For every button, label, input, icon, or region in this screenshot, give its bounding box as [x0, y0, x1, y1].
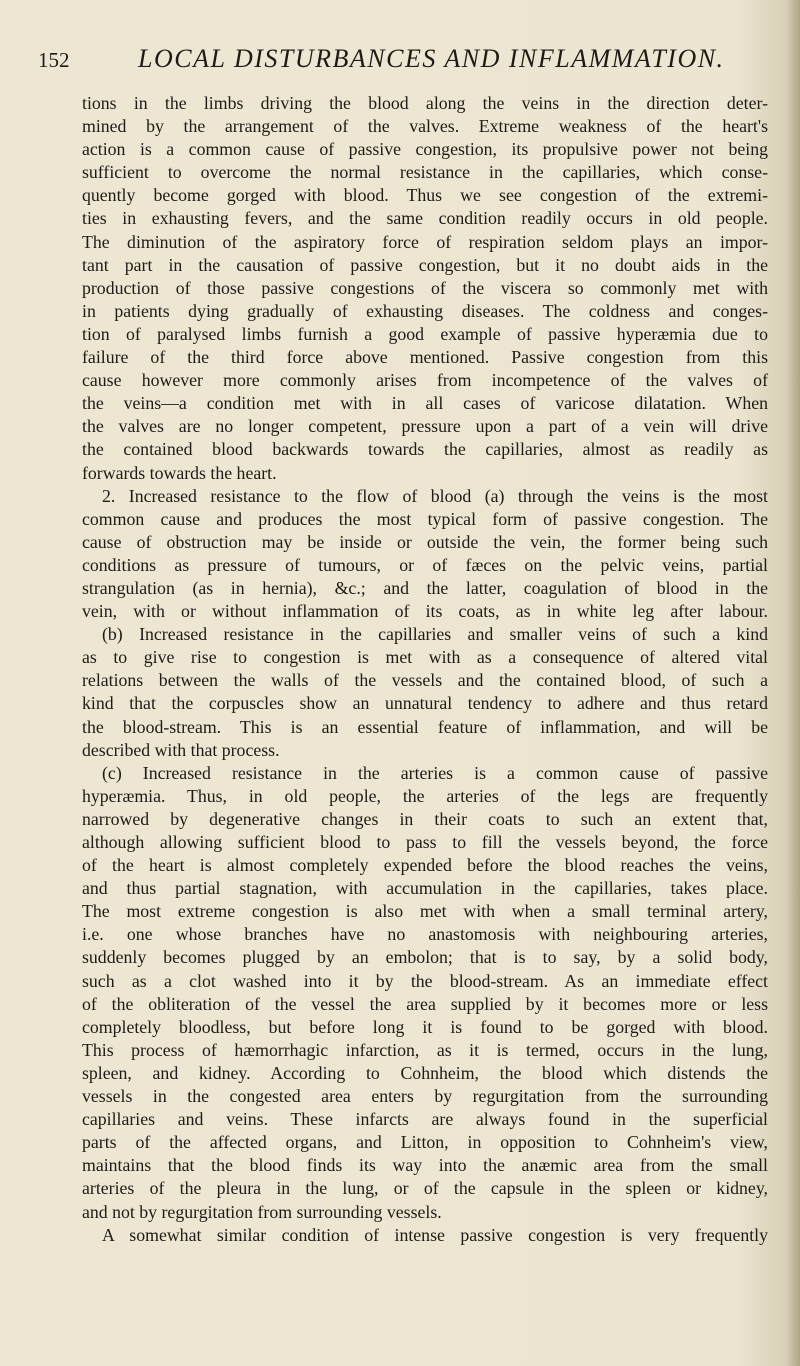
text-line: 2. Increased resistance to the flow of blood (a) through the veins is the most — [102, 485, 768, 506]
text-line: in patients dying gradually of exhausting diseases. The coldness and conges- — [82, 300, 768, 321]
text-line: spleen, and kidney. According to Cohnheim, the blood which distends the — [82, 1062, 768, 1083]
text-line: parts of the affected organs, and Litton, in opposition to Cohnheim's view, — [82, 1132, 768, 1153]
text-line: the veins—a condition met with in all cases of varicose dilatation. When — [82, 393, 768, 414]
text-line: mined by the arrangement of the valves. Extreme weakness of the heart's — [82, 116, 768, 137]
text-line: sufficient to overcome the normal resistance in the capillaries, which conse- — [82, 162, 768, 183]
text-line: tant part in the causation of passive congestion, but it no doubt aids in the — [82, 254, 768, 275]
text-line: quently become gorged with blood. Thus we see congestion of the extremi- — [82, 185, 768, 206]
text-line: tion of paralysed limbs furnish a good example of passive hyperæmia due to — [82, 323, 768, 344]
text-line: relations between the walls of the vessels and the contained blood, of such a — [82, 670, 768, 691]
text-line: A somewhat similar condition of intense passive congestion is very frequently — [102, 1224, 768, 1245]
text-line: described with that process. — [82, 739, 280, 760]
text-line: of the heart is almost completely expended before the blood reaches the veins, — [82, 855, 768, 876]
text-line: and not by regurgitation from surrounding vessels. — [82, 1201, 442, 1222]
text-line: such as a clot washed into it by the blood-stream. As an immediate effect — [82, 970, 768, 991]
text-line: the contained blood backwards towards the capillaries, almost as readily as — [82, 439, 768, 460]
text-line: the blood-stream. This is an essential feature of inflammation, and will be — [82, 716, 768, 737]
text-line: action is a common cause of passive congestion, its propulsive power not being — [82, 139, 768, 160]
body-text — [82, 92, 768, 1247]
text-line: arteries of the pleura in the lung, or of the capsule in the spleen or kidney, — [82, 1178, 768, 1199]
text-line: cause of obstruction may be inside or outside the vein, the former being such — [82, 531, 768, 552]
text-line: strangulation (as in hernia), &c.; and the latter, coagulation of blood in the — [82, 577, 768, 598]
page-header — [38, 42, 778, 76]
page-edge-shadow — [786, 0, 800, 1366]
text-line: conditions as pressure of tumours, or of fæces on the pelvic veins, partial — [82, 554, 768, 575]
text-line: vein, with or without inflammation of its coats, as in white leg after labour. — [82, 601, 768, 622]
running-head: LOCAL DISTURBANCES AND INFLAMMATION. — [138, 44, 725, 73]
text-line: This process of hæmorrhagic infarction, as it is termed, occurs in the lung, — [82, 1039, 768, 1060]
text-line: tions in the limbs driving the blood along the veins in the direction deter- — [82, 93, 768, 113]
text-line: failure of the third force above mentioned. Passive congestion from this — [82, 347, 768, 368]
text-line: maintains that the blood finds its way into the anæmic area from the small — [82, 1155, 768, 1176]
page-number: 152 — [38, 48, 70, 72]
text-line: The diminution of the aspiratory force of respiration seldom plays an impor- — [82, 231, 768, 252]
text-line: (b) Increased resistance in the capillaries and smaller veins of such a kind — [102, 624, 768, 645]
text-line: suddenly becomes plugged by an embolon; that is to say, by a solid body, — [82, 947, 768, 968]
text-line: of the obliteration of the vessel the area supplied by it becomes more or less — [82, 993, 768, 1014]
text-line: forwards towards the heart. — [82, 462, 277, 483]
text-line: the valves are no longer competent, pressure upon a part of a vein will drive — [82, 416, 768, 437]
text-line: narrowed by degenerative changes in their coats to such an extent that, — [82, 808, 768, 829]
text-line: common cause and produces the most typical form of passive congestion. The — [82, 508, 768, 529]
text-line: cause however more commonly arises from incompetence of the valves of — [82, 370, 768, 391]
text-line: completely bloodless, but before long it is found to be gorged with blood. — [82, 1016, 768, 1037]
text-line: and thus partial stagnation, with accumulation in the capillaries, takes place. — [82, 878, 768, 899]
text-line: i.e. one whose branches have no anastomosis with neighbouring arteries, — [82, 924, 768, 945]
text-line: although allowing sufficient blood to pass to fill the vessels beyond, the force — [82, 832, 768, 852]
text-line: (c) Increased resistance in the arteries is a common cause of passive — [102, 762, 768, 783]
text-line: production of those passive congestions of the viscera so commonly met with — [82, 277, 768, 298]
text-line: capillaries and veins. These infarcts are always found in the superficial — [82, 1109, 768, 1130]
text-line: The most extreme congestion is also met with when a small terminal artery, — [82, 901, 768, 922]
text-line: kind that the corpuscles show an unnatural tendency to adhere and thus retard — [82, 693, 768, 714]
text-line: vessels in the congested area enters by regurgitation from the surrounding — [82, 1086, 768, 1107]
text-line: hyperæmia. Thus, in old people, the arteries of the legs are frequently — [82, 785, 768, 806]
text-line: as to give rise to congestion is met with as a consequence of altered vital — [82, 647, 768, 668]
text-line: ties in exhausting fevers, and the same condition readily occurs in old people. — [82, 208, 768, 229]
